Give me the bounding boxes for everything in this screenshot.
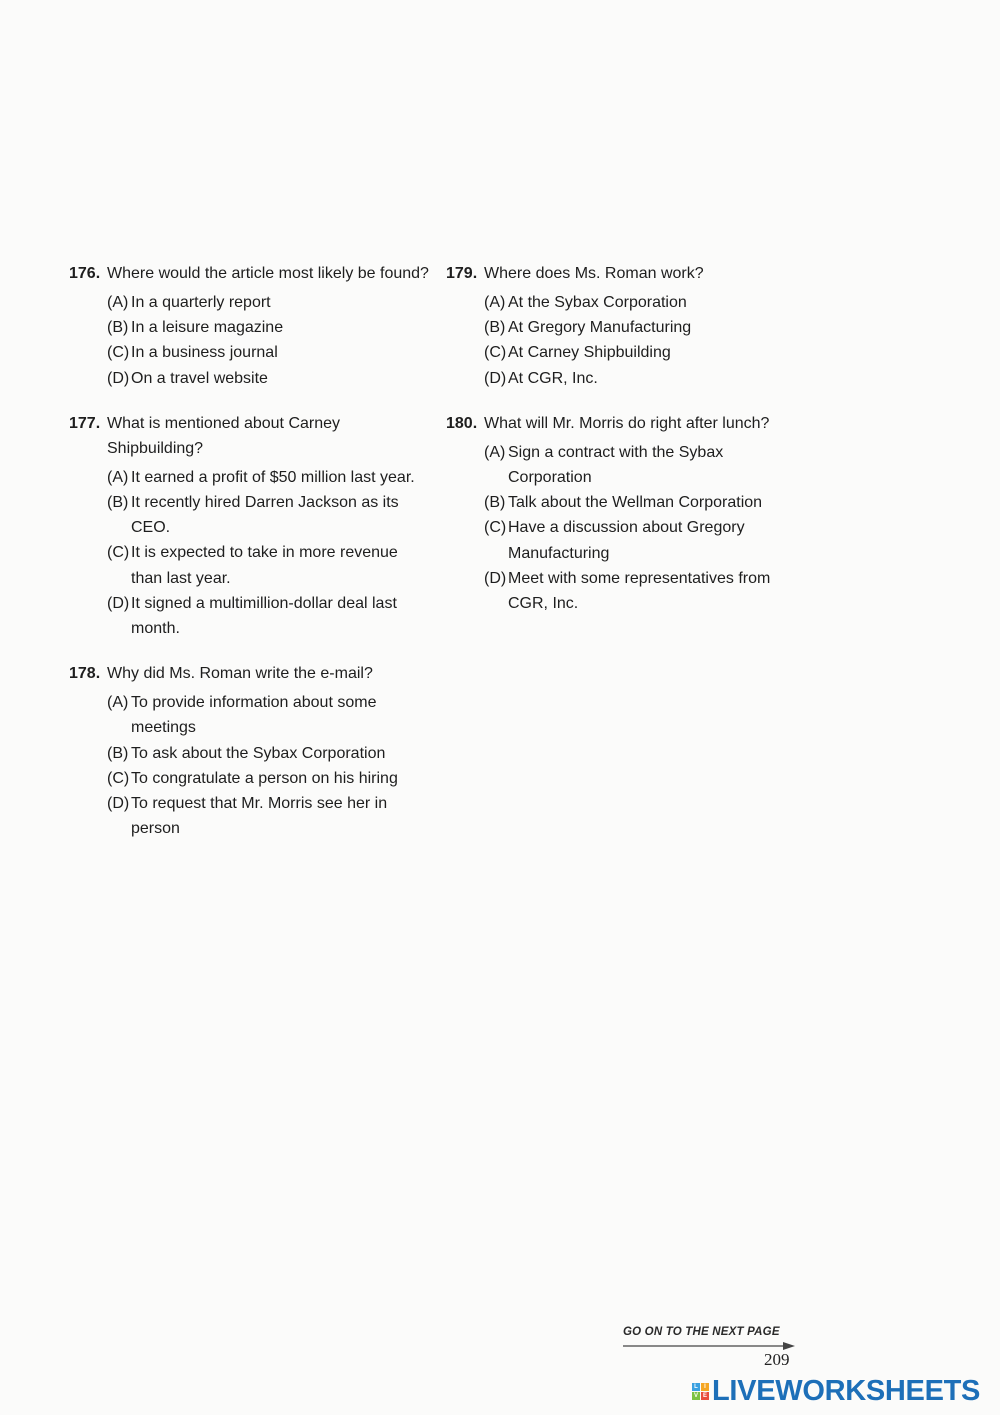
logo-tile: I	[701, 1383, 709, 1391]
liveworksheets-brand	[692, 1375, 980, 1408]
option-letter: (B)	[107, 494, 129, 512]
option-letter: (C)	[107, 344, 130, 362]
answer-option-c[interactable]	[107, 340, 429, 365]
option-letter: (D)	[107, 369, 130, 387]
page-number: 209	[764, 1350, 790, 1369]
question-text: Why did Ms. Roman write the e-mail?	[107, 665, 373, 683]
option-text: It earned a profit of $50 million last year.	[131, 468, 415, 486]
option-letter: (A)	[484, 294, 506, 311]
answer-option-a[interactable]	[107, 465, 429, 490]
question-stem	[446, 261, 806, 286]
answer-option-c[interactable]	[484, 515, 806, 565]
option-text: To request that Mr. Morris see her in person	[131, 795, 388, 838]
option-text: In a business journal	[131, 344, 278, 362]
question-stem	[446, 411, 806, 436]
answer-option-c[interactable]	[107, 540, 429, 590]
option-letter: (D)	[107, 594, 130, 612]
option-text: At Carney Shipbuilding	[508, 344, 671, 362]
question-text: What will Mr. Morris do right after lunch?	[484, 414, 770, 432]
brand-name: LIVEWORKSHEETS	[712, 1375, 981, 1407]
option-letter: (C)	[484, 344, 507, 362]
question-176	[69, 261, 429, 391]
answer-option-a[interactable]	[484, 290, 806, 315]
question-text: Where would the article most likely be found?	[107, 265, 429, 282]
question-179	[446, 261, 806, 391]
question-number: 176.	[69, 265, 101, 282]
answer-options	[69, 690, 429, 841]
answer-option-d[interactable]	[107, 791, 429, 841]
answer-options	[446, 290, 806, 391]
answer-options	[69, 465, 429, 641]
option-text: To ask about the Sybax Corporation	[131, 744, 386, 762]
question-stem	[69, 261, 429, 286]
option-text: On a travel website	[131, 369, 268, 387]
liveworksheets-logo-icon	[692, 1383, 709, 1400]
option-letter: (B)	[107, 319, 129, 337]
question-text: Where does Ms. Roman work?	[484, 265, 704, 282]
option-text: Talk about the Wellman Corporation	[508, 494, 763, 512]
question-number: 178.	[69, 665, 101, 683]
option-letter: (A)	[107, 694, 129, 712]
option-text: At the Sybax Corporation	[508, 294, 687, 311]
option-letter: (B)	[484, 494, 506, 512]
question-180	[446, 411, 806, 616]
answer-option-b[interactable]	[107, 315, 429, 340]
answer-option-d[interactable]	[484, 566, 806, 616]
option-text: In a quarterly report	[131, 294, 271, 311]
option-letter: (C)	[107, 544, 130, 562]
answer-options	[69, 290, 429, 391]
arrow-right-icon	[623, 1342, 795, 1350]
question-number: 177.	[69, 414, 101, 432]
question-stem	[69, 411, 429, 461]
answer-option-a[interactable]	[484, 440, 806, 490]
option-letter: (A)	[107, 294, 129, 311]
option-text: It recently hired Darren Jackson as its CEO.	[131, 494, 399, 537]
question-number: 179.	[446, 265, 478, 282]
answer-option-b[interactable]	[484, 315, 806, 340]
option-text: Sign a contract with the Sybax Corporation	[508, 443, 724, 487]
logo-tile: E	[702, 1393, 707, 1399]
answer-option-b[interactable]	[107, 741, 429, 766]
option-text: To provide information about some meetings	[131, 694, 377, 737]
option-text: At CGR, Inc.	[508, 369, 598, 387]
option-letter: (D)	[107, 795, 130, 813]
answer-option-c[interactable]	[484, 340, 806, 365]
question-177	[69, 411, 429, 641]
answer-option-d[interactable]	[107, 366, 429, 391]
option-letter: (A)	[484, 443, 506, 461]
option-text: In a leisure magazine	[131, 319, 284, 337]
left-column	[69, 261, 429, 861]
answer-option-d[interactable]	[107, 591, 429, 641]
question-number: 180.	[446, 414, 478, 432]
option-letter: (B)	[107, 744, 129, 762]
answer-option-b[interactable]	[484, 490, 806, 515]
right-column	[446, 261, 806, 636]
question-178	[69, 661, 429, 841]
option-text: It signed a multimillion-dollar deal last month.	[131, 594, 397, 638]
next-page-indicator	[623, 1322, 795, 1350]
option-text: To congratulate a person on his hiring	[131, 769, 398, 787]
option-text: It is expected to take in more revenue than last year.	[131, 544, 398, 587]
option-letter: (A)	[107, 468, 129, 486]
option-letter: (C)	[484, 519, 507, 537]
next-page-label: GO ON TO THE NEXT PAGE	[623, 1326, 780, 1338]
answer-options	[446, 440, 806, 616]
question-text: What is mentioned about Carney Shipbuilding?	[107, 414, 341, 457]
logo-tile: V	[693, 1393, 698, 1399]
option-letter: (D)	[484, 569, 507, 587]
logo-tile: L	[692, 1383, 700, 1391]
option-letter: (B)	[484, 319, 506, 337]
answer-option-a[interactable]	[107, 290, 429, 315]
answer-option-c[interactable]	[107, 766, 429, 791]
answer-option-d[interactable]	[484, 366, 806, 391]
option-letter: (D)	[484, 369, 507, 387]
option-text: Meet with some representatives from CGR, Inc.	[508, 569, 771, 613]
option-text: At Gregory Manufacturing	[508, 319, 692, 337]
answer-option-a[interactable]	[107, 690, 429, 740]
answer-option-b[interactable]	[107, 490, 429, 540]
option-text: Have a discussion about Gregory Manufacturing	[508, 519, 745, 562]
option-letter: (C)	[107, 769, 130, 787]
question-stem	[69, 661, 429, 686]
